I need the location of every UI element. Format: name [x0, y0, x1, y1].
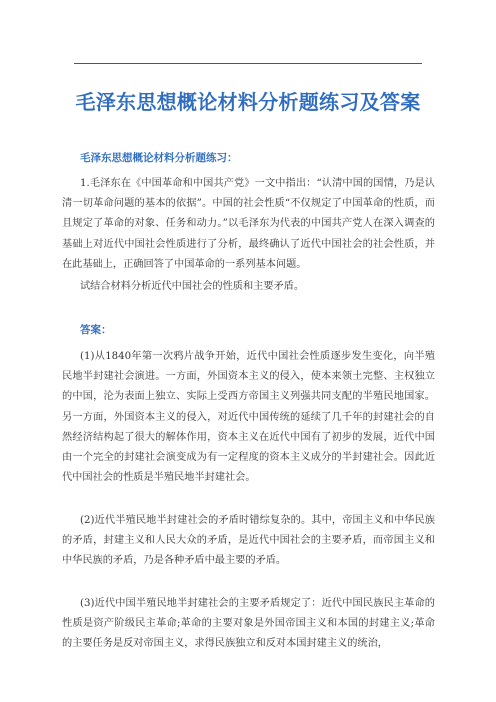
answer-paragraph-2: (2)近代半殖民地半封建社会的矛盾时错综复杂的。其中，帝国主义和中华民族的矛盾，封建主义和人民大众的矛盾，是近代中国社会的主要矛盾，而帝国主义和中华民族的矛盾，乃是各种矛盾中最主要的矛盾。 — [62, 515, 435, 567]
answer-paragraph-3: (3)近代中国半殖民地半封建社会的主要矛盾规定了：近代中国民族民主革命的性质是资产阶级民主革命;革命的主要对象是外国帝国主义和本国的封建主义;革命的主要任务是反对帝国主义，求得民族独立和反对本国封建主义的统治， — [62, 598, 435, 650]
header-rule — [74, 63, 422, 64]
document-title: 毛泽东思想概论材料分析题练习及答案 — [75, 90, 421, 114]
question-material-paragraph: 1.毛泽东在《中国革命和中国共产党》一文中指出：“认清中国的国情，乃是认清一切革命问题的基本的依据”。中国的社会性质“不仅规定了中国革命的性质，而且规定了革命的对象、任务和动力。”以毛泽东为代表的中国共产党人在深入调查的基础上对近代中国社会性质进行了分析，最终确认了近代中国社会的社会性质，并在此基础上，正确回答了中国革命的一系列基本问题。 — [62, 178, 435, 270]
question-task-paragraph: 试结合材料分析近代中国社会的性质和主要矛盾。 — [80, 281, 305, 292]
answer-paragraph-1: (1)从1840年第一次鸦片战争开始，近代中国社会性质逐步发生变化，向半殖民地半封建社会演进。一方面，外国资本主义的侵入，使本来领土完整、主权独立的中国，沦为表面上独立、实际上受西方帝国主义列强共同支配的半殖民地国家。另一方面，外国资本主义的侵入，对近代中国传统的延续了几千年的封建社会的自然经济结构起了很大的解体作用，资本主义在近代中国有了初步的发展，近代中国由一个完全的封建社会演变成为有一定程度的资本主义成分的半封建社会。因此近代中国社会的性质是半殖民地半封建社会。 — [62, 351, 435, 484]
answer-heading: 答案： — [80, 324, 112, 336]
exercise-heading: 毛泽东思想概论材料分析题练习： — [80, 152, 238, 164]
